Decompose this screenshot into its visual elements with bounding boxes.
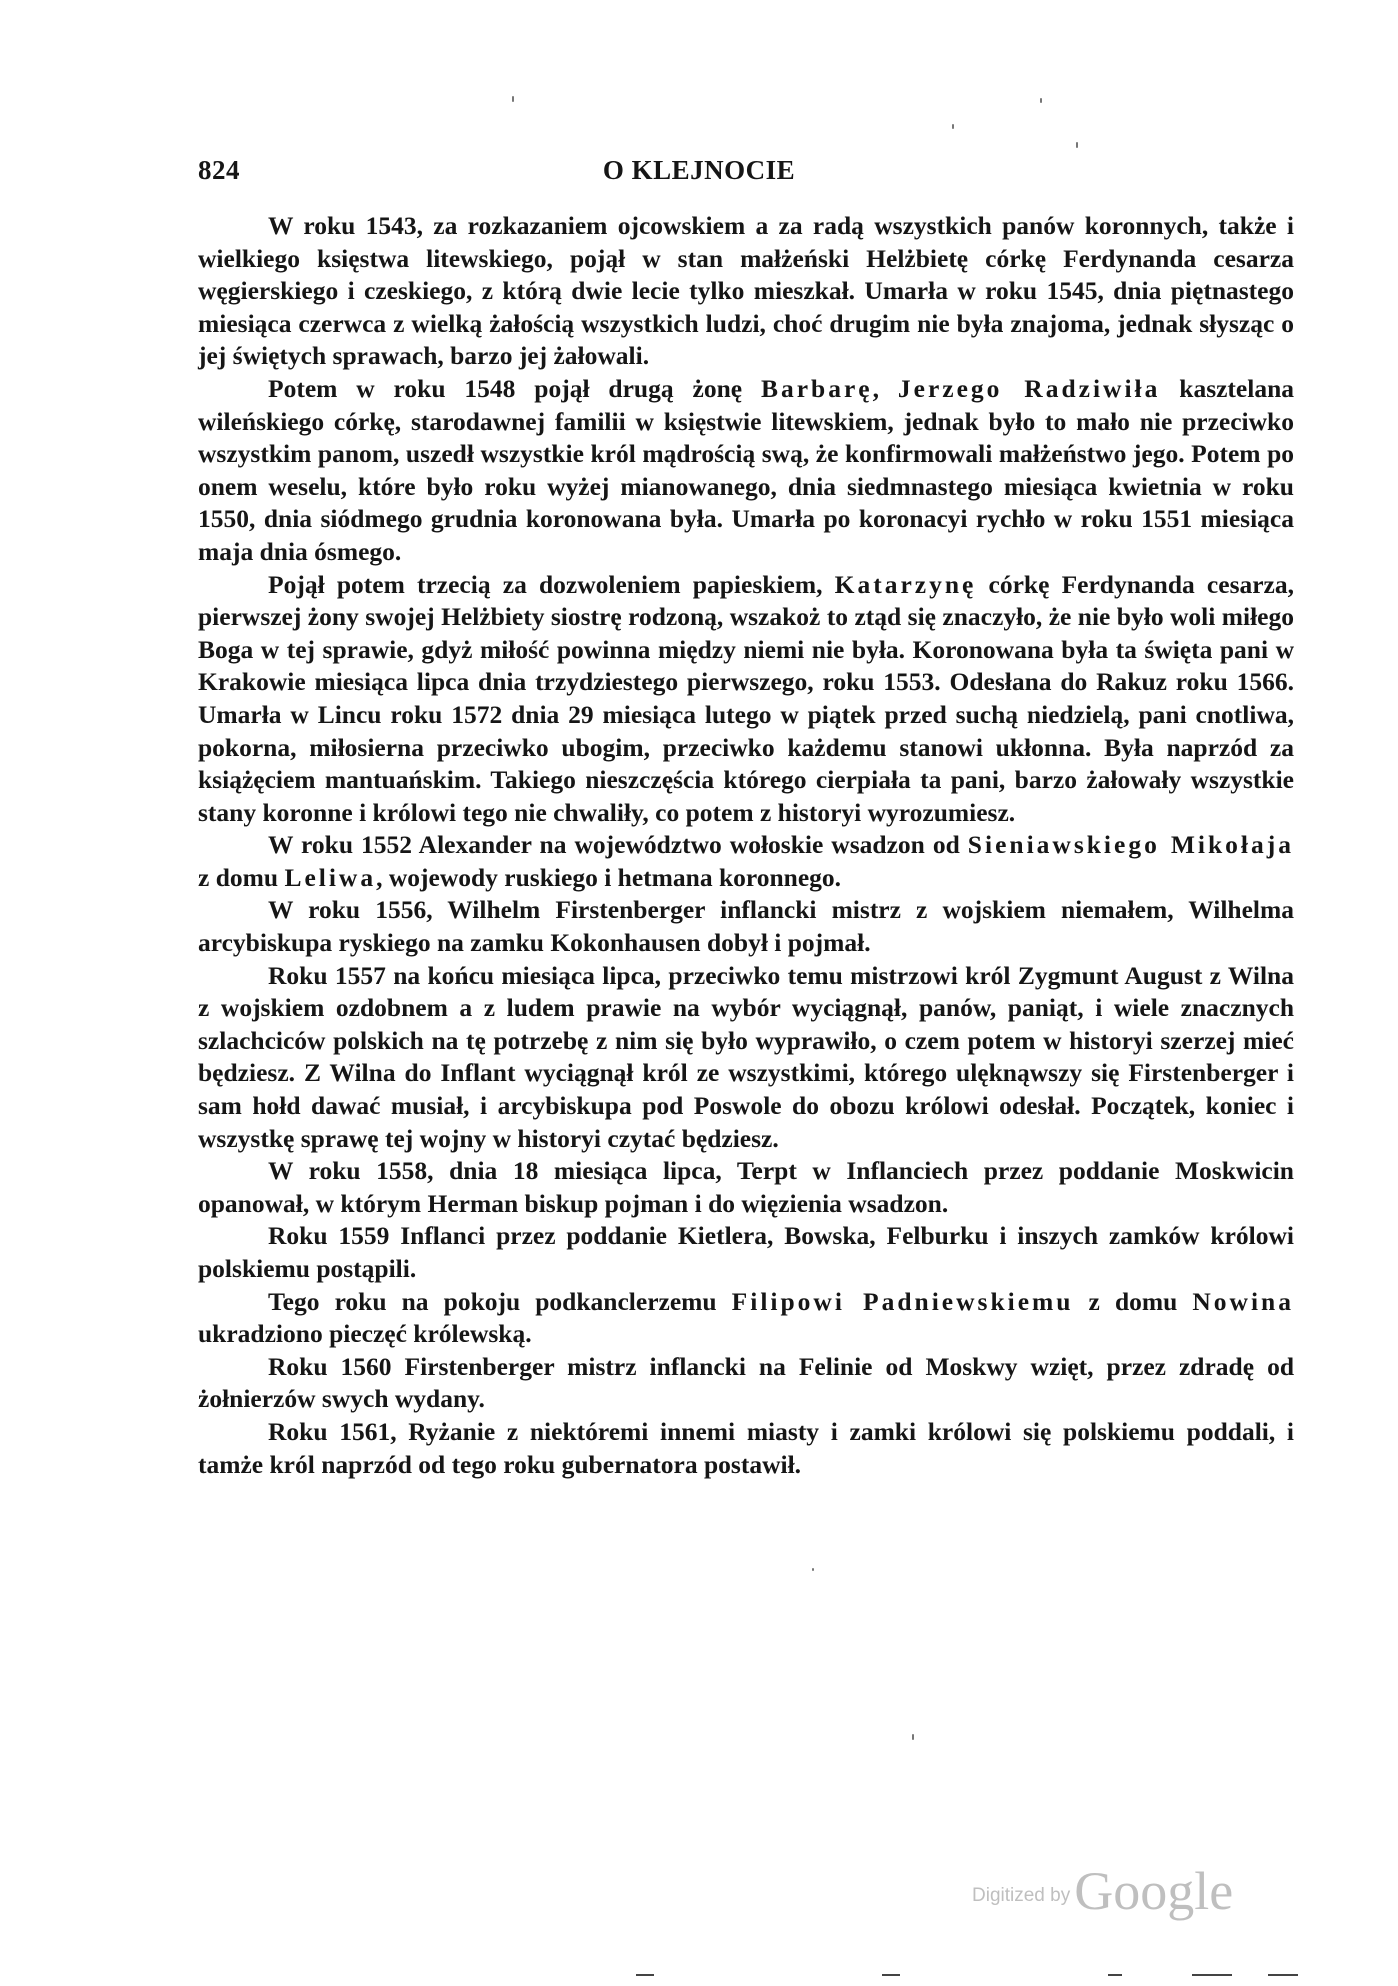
text-run: Roku 1561, Ryżanie z niektóremi innemi miasty i zamki królowi się polskiemu poddali, i tamże król naprzód od tego roku gubernatora postawił.: [198, 1416, 1294, 1479]
text-run: Potem w roku 1548 pojął drugą żonę: [268, 373, 761, 403]
text-run: kasztelana wileńskiego córkę, starodawnej familii w księstwie litewskiem, jednak było to mało nie przeciwko wszystkim panom, uszedł wszystkie król mądrością swą, że konfirmowali małżeństwo jego. Potem po onem weselu, które było roku wyżej mianowanego, dnia siedmnastego miesiąca kwietnia w roku 1550, dnia siódmego grudnia koronowana była. Umarła po koronacyi rychło w roku 1551 miesiąca maja dnia ósmego.: [198, 373, 1295, 566]
text-run: z domu: [198, 862, 285, 892]
paragraph: [198, 210, 1294, 373]
paragraph: [198, 894, 1294, 959]
paragraph: [198, 829, 1294, 894]
paragraph: [198, 1220, 1294, 1285]
text-run: W roku 1558, dnia 18 miesiąca lipca, Terpt w Inflanciech przez poddanie Moskwicin opanował, w którym Herman biskup pojman i do więzienia wsadzon.: [198, 1156, 1294, 1218]
scan-speck: [952, 124, 954, 129]
scan-speck: [512, 96, 514, 102]
paragraph: [198, 1351, 1294, 1416]
scan-edge-mark: [882, 1974, 900, 1976]
text-run: ,: [872, 373, 898, 403]
paragraph: [198, 373, 1294, 569]
paragraph: [198, 1286, 1294, 1351]
scan-edge-mark: [1192, 1974, 1232, 1976]
scan-edge-mark: [1108, 1974, 1122, 1976]
text-run: Pojął potem trzecią za dozwoleniem papieskiem,: [268, 569, 835, 599]
paragraph: [198, 1416, 1294, 1481]
text-run: Tego roku na pokoju podkanclerzemu: [268, 1286, 732, 1316]
spaced-name: Filipowi Padniewskiemu: [731, 1286, 1074, 1316]
scan-speck: [1076, 142, 1078, 148]
spaced-name: Leliwa: [284, 862, 377, 892]
digitized-by-label: Digitized by: [972, 1885, 1071, 1906]
paragraph: [198, 960, 1294, 1156]
spaced-name: Barbarę: [760, 373, 873, 403]
running-title: O KLEJNOCIE: [602, 155, 796, 185]
google-logo: Google: [1074, 1861, 1234, 1921]
text-run: W roku 1552 Alexander na województwo wołoskie wsadzon od: [268, 830, 968, 860]
scan-speck: [812, 1568, 814, 1571]
text-run: Roku 1560 Firstenberger mistrz inflancki na Felinie od Moskwy wzięt, przez zdradę od żołnierzów swych wydany.: [198, 1351, 1294, 1414]
spaced-name: Jerzego Radziwiła: [897, 373, 1161, 403]
body-text: [198, 210, 1294, 1481]
scan-edge-mark: [1268, 1974, 1298, 1976]
text-run: ukradziono pieczęć królewską.: [198, 1319, 532, 1349]
spaced-name: Nowina: [1192, 1286, 1294, 1316]
text-run: W roku 1556, Wilhelm Firstenberger inflancki mistrz z wojskiem niemałem, Wilhelma arcybiskupa ryskiego na zamku Kokonhausen dobył i pojmał.: [198, 895, 1294, 958]
text-run: z domu: [1073, 1286, 1193, 1316]
text-run: W roku 1543, za rozkazaniem ojcowskiem a za radą wszystkich panów koronnych, także i wielkiego księstwa litewskiego, pojął w stan małżeński Helżbietę córkę Ferdynanda cesarza węgierskiego i czeskiego, z którą dwie lecie tylko mieszkał. Umarła w roku 1545, dnia piętnastego miesiąca czerwca z wielką żałością wszystkich ludzi, choć drugim nie była znajoma, jednak słysząc o jej świętych sprawach, barzo jej żałowali.: [198, 211, 1294, 371]
scan-speck: [1040, 98, 1042, 103]
paragraph: [198, 569, 1294, 830]
text-run: Roku 1559 Inflanci przez poddanie Kietlera, Bowska, Felburku i inszych zamków królowi polskiemu postąpili.: [198, 1221, 1294, 1283]
scan-speck: [912, 1734, 914, 1740]
spaced-name: Sieniawskiego Mikołaja: [967, 830, 1294, 860]
digitized-by-google-mark: [972, 1860, 1233, 1922]
text-run: Roku 1557 na końcu miesiąca lipca, przeciwko temu mistrzowi król Zygmunt August z Wilna z wojskiem ozdobnem a z ludem prawie na wybór wyciągnął, panów, paniąt, i wiele znacznych szlachciców polskich na tę potrzebę z nim się było wyprawiło, o czem potem w historyi szerzej mieć będziesz. Z Wilna do Inflant wyciągnął król ze wszystkimi, którego ulęknąwszy się Firstenberger i sam hołd dawać musiał, i arcybiskupa pod Poswole do obozu królowi odesłał. Początek, koniec i wszystkę sprawę tej wojny w historyi czytać będziesz.: [198, 960, 1294, 1153]
scan-edge-mark: [636, 1974, 654, 1976]
page-number: 824: [198, 155, 240, 185]
paragraph: [198, 1155, 1294, 1220]
text-run: córkę Ferdynanda cesarza, pierwszej żony swojej Helżbiety siostrę rodzoną, wszakoż to ztąd się znaczyło, że nie było woli miłego Boga w tej sprawie, gdyż miłość powinna między niemi nie była. Koronowana była ta święta pani w Krakowie miesiąca lipca dnia trzydziestego pierwszego, roku 1553. Odesłana do Rakuz roku 1566. Umarła w Lincu roku 1572 dnia 29 miesiąca lutego w piątek przed suchą niedzielą, pani cnotliwa, pokorna, miłosierna przeciwko ubogim, przeciwko każdemu stanowi ukłonna. Była naprzód za książęciem mantuańskim. Takiego nieszczęścia którego cierpiała ta pani, barzo żałowały wszystkie stany koronne i królowi tego nie chwaliły, co potem z historyi wyrozumiesz.: [198, 569, 1295, 827]
text-run: , wojewody ruskiego i hetmana koronnego.: [376, 862, 842, 892]
spaced-name: Katarzynę: [834, 569, 977, 599]
